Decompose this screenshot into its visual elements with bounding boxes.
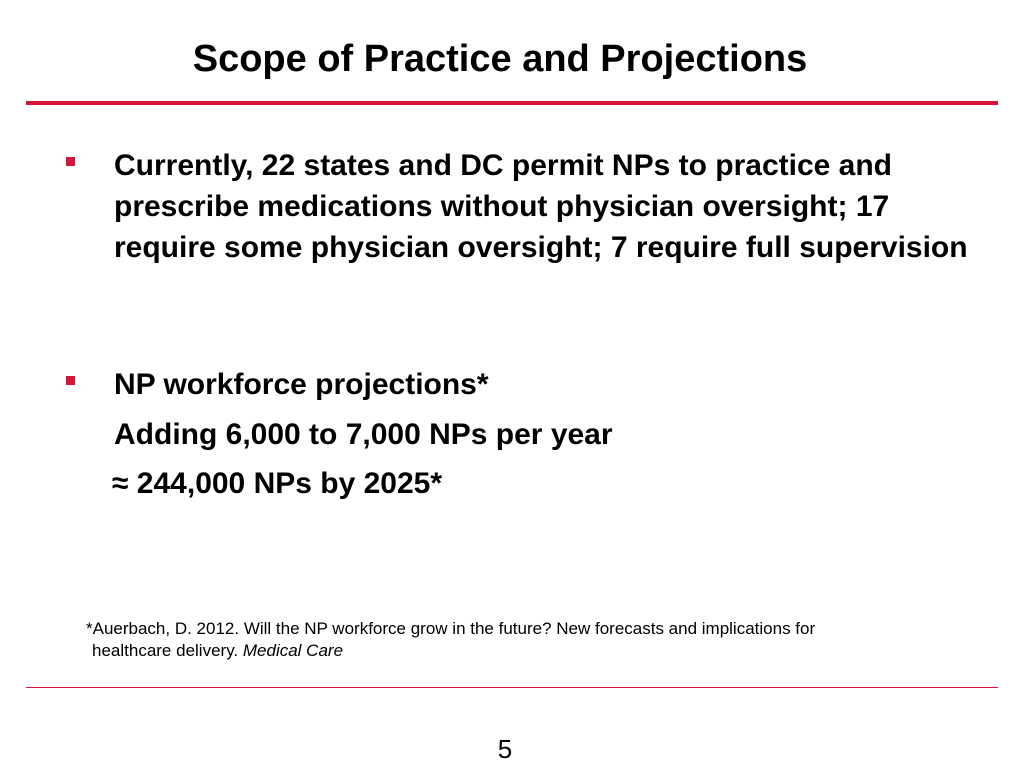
slide-title: Scope of Practice and Projections — [192, 38, 808, 80]
title-divider — [26, 101, 998, 105]
projection-total-line: ≈ 244,000 NPs by 2025* — [112, 467, 443, 500]
footnote-line-1: *Auerbach, D. 2012. Will the NP workforce grow in the future? New forecasts and implications for — [86, 619, 816, 638]
footnote-line-2-text: healthcare delivery. — [92, 641, 243, 660]
square-bullet-icon — [66, 157, 75, 166]
page-number: 5 — [497, 734, 513, 764]
square-bullet-icon — [66, 376, 75, 385]
citation-footnote — [86, 618, 966, 662]
bullet-text-projections: NP workforce projections* — [114, 368, 489, 401]
footnote-line-2 — [86, 640, 966, 662]
projection-rate-line: Adding 6,000 to 7,000 NPs per year — [114, 418, 613, 451]
footer-divider — [26, 687, 998, 688]
bullet-text-scope: Currently, 22 states and DC permit NPs to practice and prescribe medications without physician oversight; 17 require some physician oversight; 7 require full supervision — [114, 149, 968, 264]
journal-name: Medical Care — [242, 641, 344, 660]
